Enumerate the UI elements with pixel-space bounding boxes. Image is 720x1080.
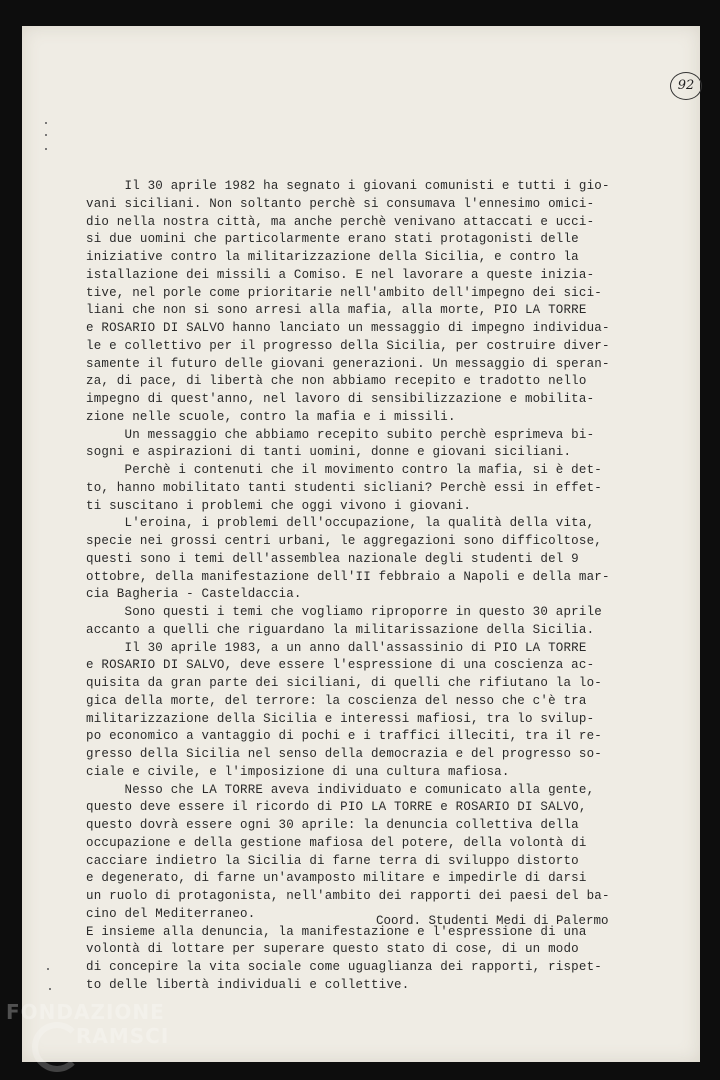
text-line: impegno di quest'anno, nel lavoro di sensibilizzazione e mobilita-: [86, 392, 595, 406]
text-line: Il 30 aprile 1983, a un anno dall'assassinio di PIO LA TORRE: [86, 640, 587, 655]
text-line: sogni e aspirazioni di tanti uomini, donne e giovani siciliani.: [86, 445, 572, 460]
text-line: le e collettivo per il progresso della Sicilia, per costruire diver-: [86, 338, 610, 353]
text-line: iniziative contro la militarizzazione della Sicilia, e contro la: [86, 250, 579, 264]
text-line: gresso della Sicilia nel senso della democrazia e del progresso so-: [86, 747, 602, 761]
text-line: L'eroina, i problemi dell'occupazione, la qualità della vita,: [86, 516, 595, 531]
text-line: vani siciliani. Non soltanto perchè si consumava l'ennesimo omici-: [86, 196, 595, 211]
text-line: Perchè i contenuti che il movimento contro la mafia, si è det-: [86, 463, 602, 477]
text-line: e ROSARIO DI SALVO hanno lanciato un messaggio di impegno individua-: [86, 321, 610, 335]
signature-line: Coord. Studenti Medi di Palermo: [376, 914, 609, 928]
text-line: liani che non si sono arresi alla mafia, alla morte, PIO LA TORRE: [86, 303, 587, 318]
archive-watermark: [6, 1000, 170, 1048]
punch-mark: [45, 122, 47, 124]
text-line: gica della morte, del terrore: la coscienza del nesso che c'è tra: [86, 693, 587, 708]
text-line: accanto a quelli che riguardano la militarissazione della Sicilia.: [86, 622, 595, 637]
text-line: ti suscitano i problemi che oggi vivono i giovani.: [86, 498, 472, 513]
text-line: Sono questi i temi che vogliamo riproporre in questo 30 aprile: [86, 605, 602, 619]
text-line: za, di pace, di libertà che non abbiamo recepito e tradotto nello: [86, 374, 587, 389]
punch-mark: [49, 988, 51, 990]
text-line: occupazione e della gestione mafiosa del potere, della volontà di: [86, 835, 587, 850]
text-line: questo deve essere il ricordo di PIO LA TORRE e ROSARIO DI SALVO,: [86, 800, 587, 815]
text-line: E insieme alla denuncia, la manifestazione e l'espressione di una: [86, 924, 587, 939]
text-line: ciale e civile, e l'imposizione di una cultura mafiosa.: [86, 764, 510, 779]
punch-mark: [45, 134, 47, 136]
page-number-stamp: 92: [670, 72, 702, 100]
text-line: to delle libertà individuali e collettive.: [86, 977, 410, 992]
text-line: specie nei grossi centri urbani, le aggregazioni sono difficoltose,: [86, 534, 602, 548]
text-line: Il 30 aprile 1982 ha segnato i giovani comunisti e tutti i gio-: [86, 179, 610, 193]
text-line: cacciare indietro la Sicilia di farne terra di sviluppo distorto: [86, 853, 579, 868]
text-line: dio nella nostra città, ma anche perchè venivano attaccati e ucci-: [86, 214, 595, 229]
text-line: Un messaggio che abbiamo recepito subito perchè esprimeva bi-: [86, 427, 595, 442]
text-line: questi sono i temi dell'assemblea nazionale degli studenti del 9: [86, 551, 579, 566]
text-line: un ruolo di protagonista, nell'ambito dei rapporti dei paesi del ba-: [86, 889, 610, 903]
text-line: e ROSARIO DI SALVO, deve essere l'espressione di una coscienza ac-: [86, 658, 595, 673]
text-line: istallazione dei missili a Comiso. E nel lavorare a queste inizia-: [86, 267, 595, 282]
text-line: tive, nel porle come prioritarie nell'ambito dell'impegno dei sici-: [86, 285, 602, 300]
text-line: to, hanno mobilitato tanti studenti sicliani? Perchè essi in effet-: [86, 480, 602, 495]
gramsci-logo-icon: [32, 1022, 82, 1072]
text-line: quisita da gran parte dei siciliani, di quelli che rifiutano la lo-: [86, 676, 602, 690]
punch-mark: [47, 968, 49, 970]
text-line: volontà di lottare per superare questo stato di cose, di un modo: [86, 942, 579, 957]
watermark-line-2: RAMSCI: [76, 1024, 170, 1048]
text-line: cino del Mediterraneo.: [86, 906, 256, 921]
text-line: po economico a vantaggio di pochi e i traffici illeciti, tra il re-: [86, 729, 602, 744]
typed-letter-body: [86, 178, 646, 995]
text-line: samente il futuro delle giovani generazioni. Un messaggio di speran-: [86, 356, 610, 371]
text-line: e degenerato, di farne un'avamposto militare e impedirle di darsi: [86, 871, 587, 886]
text-line: militarizzazione della Sicilia e interessi mafiosi, tra lo svilup-: [86, 711, 595, 726]
punch-mark: [45, 148, 47, 150]
text-line: cia Bagheria - Casteldaccia.: [86, 587, 302, 602]
text-line: questo dovrà essere ogni 30 aprile: la denuncia collettiva della: [86, 818, 579, 832]
text-line: si due uomini che particolarmente erano stati protagonisti delle: [86, 232, 579, 247]
watermark-line-1: FONDAZIONE: [6, 1000, 165, 1024]
text-line: di concepire la vita sociale come uguaglianza dei rapporti, rispet-: [86, 960, 602, 974]
text-line: zione nelle scuole, contro la mafia e i missili.: [86, 409, 456, 424]
text-line: ottobre, della manifestazione dell'II febbraio a Napoli e della mar-: [86, 569, 610, 584]
text-line: Nesso che LA TORRE aveva individuato e comunicato alla gente,: [86, 782, 595, 797]
